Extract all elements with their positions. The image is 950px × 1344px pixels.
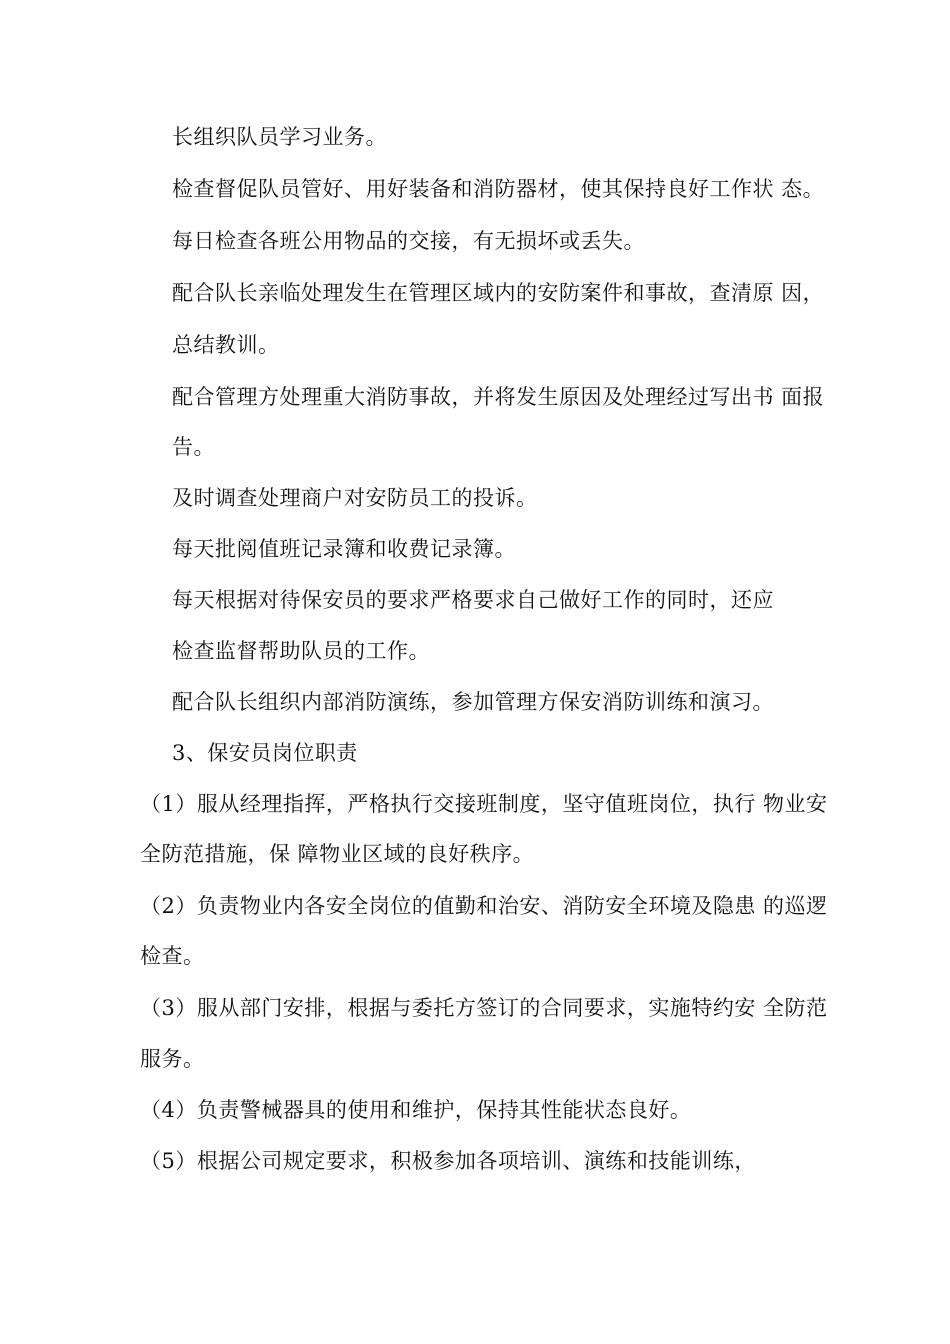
list-item: （1）服从经理指挥，严格执行交接班制度，坚守值班岗位，执行 物业安 bbox=[140, 792, 828, 816]
text-line: 每天根据对待保安员的要求严格要求自己做好工作的同时，还应 bbox=[172, 588, 774, 612]
text-line: 告。 bbox=[172, 435, 215, 459]
text-line: 配合队长亲临处理发生在管理区域内的安防案件和事故，查清原 因， bbox=[172, 281, 825, 305]
list-item: （2）负责物业内各安全岗位的值勤和治安、消防安全环境及隐患 的巡逻 bbox=[140, 894, 828, 918]
text-line: 每天批阅值班记录簿和收费记录簿。 bbox=[172, 537, 516, 561]
list-item-continuation: 检查。 bbox=[140, 944, 205, 968]
text-line: 每日检查各班公用物品的交接，有无损坏或丢失。 bbox=[172, 229, 645, 253]
text-line: 配合管理方处理重大消防事故，并将发生原因及处理经过写出书 面报 bbox=[172, 385, 825, 409]
text-line: 长组织队员学习业务。 bbox=[172, 125, 387, 149]
list-item: （3）服从部门安排，根据与委托方签订的合同要求，实施特约安 全防范 bbox=[140, 996, 828, 1020]
section-heading: 3、保安员岗位职责 bbox=[172, 741, 358, 765]
list-item: （5）根据公司规定要求，积极参加各项培训、演练和技能训练， bbox=[140, 1149, 756, 1173]
list-item: （4）负责警械器具的使用和维护，保持其性能状态良好。 bbox=[140, 1098, 692, 1122]
text-line: 及时调查处理商户对安防员工的投诉。 bbox=[172, 486, 538, 510]
text-line: 检查督促队员管好、用好装备和消防器材，使其保持良好工作状 态。 bbox=[172, 177, 825, 201]
text-line: 配合队长组织内部消防演练，参加管理方保安消防训练和演习。 bbox=[172, 690, 774, 714]
text-line: 总结教训。 bbox=[172, 333, 280, 357]
list-item-continuation: 服务。 bbox=[140, 1047, 205, 1071]
text-line: 检查监督帮助队员的工作。 bbox=[172, 639, 430, 663]
list-item-continuation: 全防范措施，保 障物业区域的良好秩序。 bbox=[140, 842, 535, 866]
